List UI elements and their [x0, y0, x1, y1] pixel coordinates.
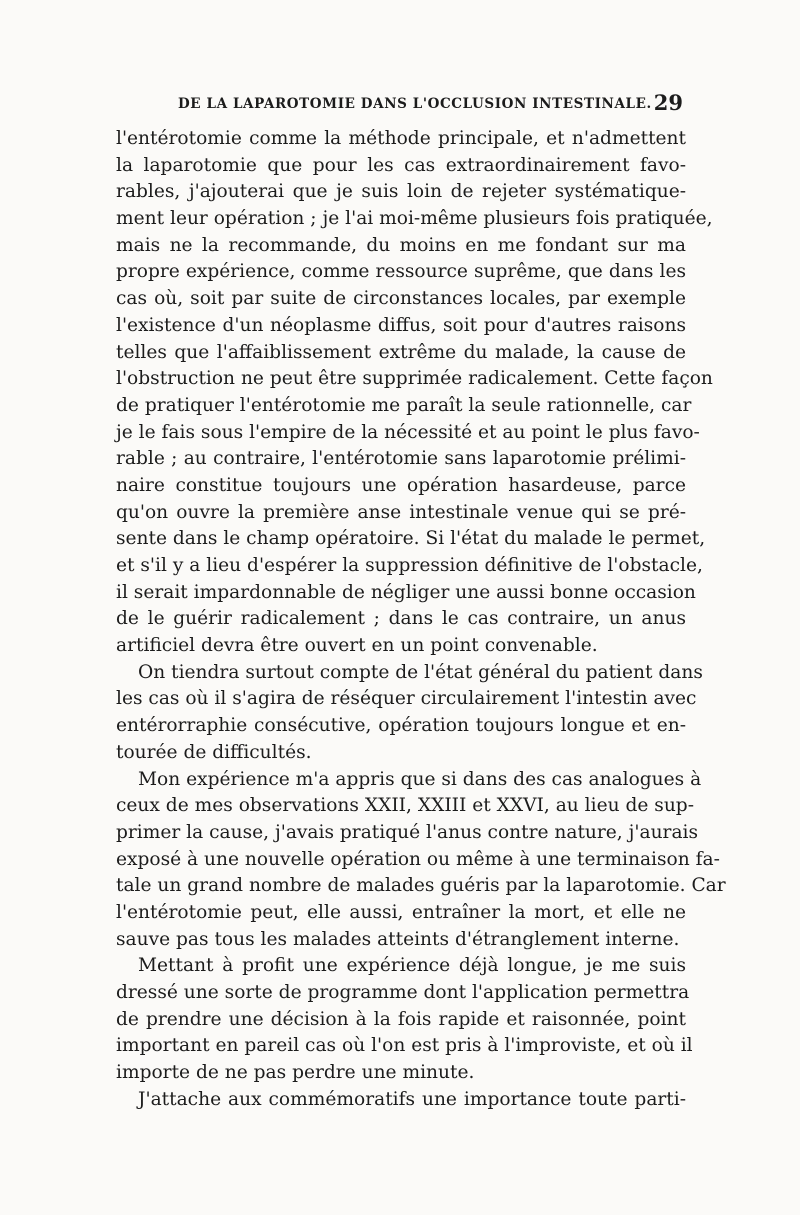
text-line: l'existence d'un néoplasme diffus, soit pour d'autres raisons	[116, 314, 686, 336]
paragraph-start-line: On tiendra surtout compte de l'état général du patient dans	[138, 661, 703, 683]
text-line: dressé une sorte de programme dont l'application permettra	[116, 982, 690, 1003]
text-line: les cas où il s'agira de réséquer circulairement l'intestin avec	[116, 688, 697, 710]
text-line: importe de ne pas perdre une minute.	[116, 1062, 475, 1084]
body-text	[116, 126, 726, 1113]
text-line: mais ne la recommande, du moins en me fondant sur ma	[116, 234, 686, 256]
text-line: sauve pas tous les malades atteints d'étranglement interne.	[116, 928, 680, 950]
text-line: de le guérir radicalement ; dans le cas contraire, un anus	[116, 608, 686, 630]
text-line: entérorraphie consécutive, opération toujours longue et en-	[116, 715, 686, 737]
text-line: qu'on ouvre la première anse intestinale venue qui se pré-	[116, 501, 686, 523]
text-line: tourée de difficultés.	[116, 741, 312, 763]
text-line: rables, j'ajouterai que je suis loin de rejeter systématique-	[116, 181, 686, 203]
text-line: ment leur opération ; je l'ai moi-même plusieurs fois pratiquée,	[116, 208, 713, 230]
paragraph-start-line: J'attache aux commémoratifs une importance toute parti-	[138, 1088, 686, 1110]
text-line: de prendre une décision à la fois rapide et raisonnée, point	[116, 1008, 686, 1030]
paragraph-start-line: Mettant à profit une expérience déjà longue, je me suis	[138, 955, 686, 977]
text-line: je le fais sous l'empire de la nécessité et au point le plus favo-	[116, 421, 700, 443]
text-line: important en pareil cas où l'on est pris à l'improviste, et où il	[116, 1035, 693, 1057]
page-header	[178, 90, 683, 120]
text-line: rable ; au contraire, l'entérotomie sans laparotomie prélimi-	[116, 448, 686, 470]
text-line: ceux de mes observations XXII, XXIII et XXVI, au lieu de sup-	[116, 795, 694, 817]
text-line: l'entérotomie peut, elle aussi, entraîner la mort, et elle ne	[116, 901, 686, 923]
text-line: primer la cause, j'avais pratiqué l'anus contre nature, j'aurais	[116, 821, 699, 843]
text-line: de pratiquer l'entérotomie me paraît la seule rationnelle, car	[116, 394, 692, 416]
text-line: sente dans le champ opératoire. Si l'état du malade le permet,	[116, 528, 706, 550]
text-line: tale un grand nombre de malades guéris par la laparotomie. Car	[116, 875, 726, 897]
text-line: la laparotomie que pour les cas extraordinairement favo-	[116, 154, 686, 176]
text-line: telles que l'affaiblissement extrême du malade, la cause de	[116, 341, 686, 363]
text-line: il serait impardonnable de négliger une aussi bonne occasion	[116, 581, 696, 603]
text-line: l'entérotomie comme la méthode principale, et n'admettent	[116, 128, 686, 149]
page-number: 29	[653, 90, 683, 115]
text-line: et s'il y a lieu d'espérer la suppression définitive de l'obstacle,	[116, 555, 703, 576]
text-line: l'obstruction ne peut être supprimée radicalement. Cette façon	[116, 368, 713, 390]
text-line: exposé à une nouvelle opération ou même à une terminaison fa-	[116, 848, 720, 870]
running-title: DE LA LAPAROTOMIE DANS L'OCCLUSION INTESTINALE.	[178, 96, 652, 112]
text-line: naire constitue toujours une opération hasardeuse, parce	[116, 474, 686, 496]
text-line: cas où, soit par suite de circonstances locales, par exemple	[116, 288, 686, 310]
text-line: propre expérience, comme ressource suprême, que dans les	[116, 261, 686, 283]
paragraph-start-line: Mon expérience m'a appris que si dans des cas analogues à	[138, 768, 702, 790]
text-line: artificiel devra être ouvert en un point convenable.	[116, 635, 598, 657]
